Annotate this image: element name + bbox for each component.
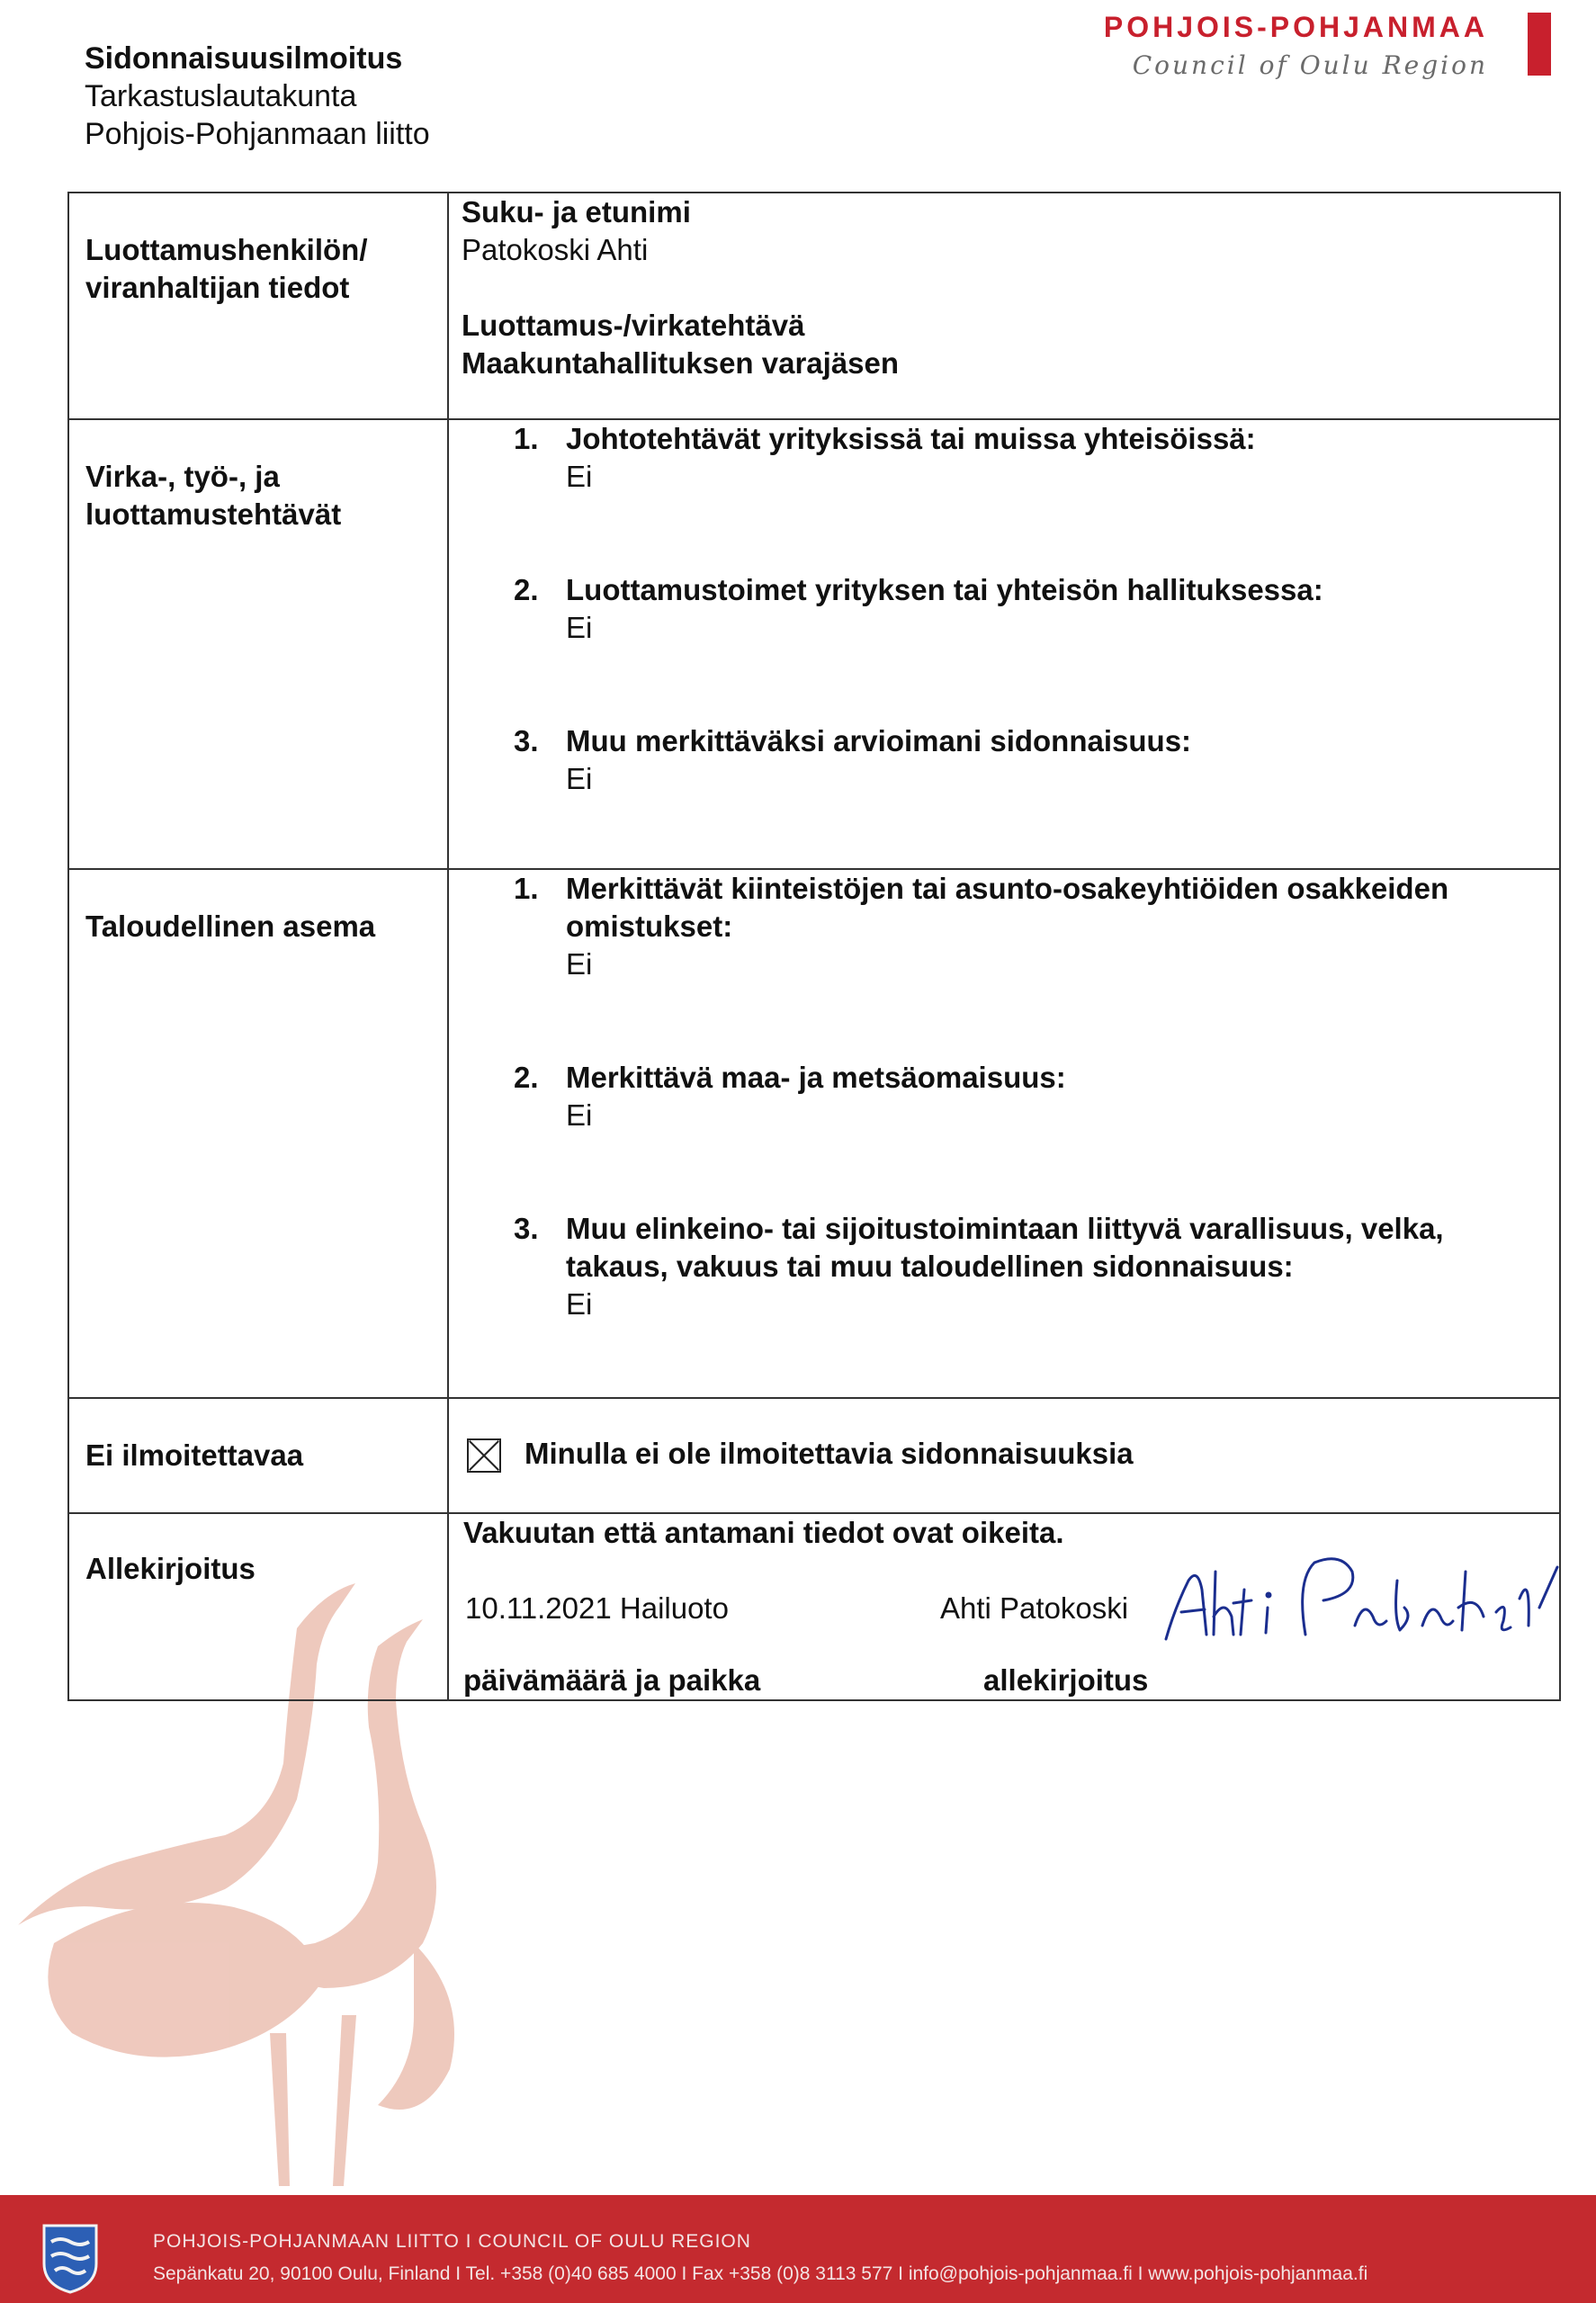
- logo-subtitle: Council of Oulu Region: [1132, 50, 1488, 80]
- question-number: 1.: [514, 422, 539, 455]
- row-label: Taloudellinen asema: [68, 869, 448, 1398]
- checkbox-label: Minulla ei ole ilmoitettavia sidonnaisuuksia: [525, 1437, 1134, 1470]
- form-row-signature: [68, 1513, 1560, 1700]
- form-row-nothing-to-declare: [68, 1398, 1560, 1513]
- answer-text: Ei: [566, 460, 593, 493]
- header-organization: Pohjois-Pohjanmaan liitto: [85, 117, 430, 151]
- signature-label: allekirjoitus: [983, 1663, 1149, 1697]
- question-number: 2.: [514, 1061, 539, 1094]
- question-item: [514, 1059, 1547, 1097]
- signer-name: Ahti Patokoski: [940, 1591, 1129, 1625]
- signature-block: [462, 1514, 1547, 1697]
- row-content: [448, 419, 1560, 869]
- question-number: 2.: [514, 573, 539, 606]
- logo-name: POHJOIS-POHJANMAA: [1103, 11, 1488, 43]
- document-title: Sidonnaisuusilmoitus: [85, 41, 403, 76]
- form-row-financial-position: [68, 869, 1560, 1398]
- role-value: Maakuntahallituksen varajäsen: [462, 346, 900, 380]
- answer-text: Ei: [566, 947, 593, 981]
- organization-logo: [1083, 11, 1551, 81]
- nothing-to-declare-checkbox[interactable]: [467, 1438, 501, 1473]
- answer-text: Ei: [566, 1287, 593, 1321]
- question-text: Merkittävät kiinteistöjen tai asunto-osakeyhtiöiden osakkeiden omistukset:: [566, 872, 1449, 943]
- answer-text: Ei: [566, 1098, 593, 1132]
- question-item: [514, 1210, 1547, 1286]
- row-content: [448, 1513, 1560, 1700]
- page-footer: [0, 2195, 1596, 2303]
- answer-text: Ei: [566, 762, 593, 795]
- date-place-label: päivämäärä ja paikka: [463, 1663, 761, 1697]
- question-item: [514, 722, 1547, 760]
- row-label: Virka-, työ-, ja luottamustehtävät: [68, 419, 448, 869]
- row-label: Ei ilmoitettavaa: [68, 1398, 448, 1513]
- question-number: 1.: [514, 872, 539, 905]
- declaration-statement: Vakuutan että antamani tiedot ovat oikeita.: [463, 1516, 1064, 1549]
- footer-contact-info: Sepänkatu 20, 90100 Oulu, Finland I Tel. +358 (0)40 685 4000 I Fax +358 (0)8 3113 577 I info@pohjois-pohjanmaa.fi I www.pohjois-pohjanmaa.fi: [153, 2263, 1368, 2284]
- question-text: Luottamustoimet yrityksen tai yhteisön hallituksessa:: [566, 573, 1323, 606]
- question-item: [514, 571, 1547, 609]
- name-value: Patokoski Ahti: [462, 233, 649, 266]
- header-committee: Tarkastuslautakunta: [85, 79, 357, 113]
- question-text: Johtotehtävät yrityksissä tai muissa yhteisöissä:: [566, 422, 1256, 455]
- question-number: 3.: [514, 724, 539, 757]
- row-label: Luottamushenkilön/ viranhaltijan tiedot: [68, 193, 448, 419]
- role-heading: Luottamus-/virkatehtävä: [462, 309, 805, 342]
- row-label: Allekirjoitus: [68, 1513, 448, 1700]
- date-place-value: 10.11.2021 Hailuoto: [465, 1591, 729, 1625]
- form-row-positions: [68, 419, 1560, 869]
- question-number: 3.: [514, 1212, 539, 1245]
- logo-red-bar: [1528, 13, 1551, 76]
- document-header: [85, 40, 430, 153]
- question-text: Muu merkittäväksi arvioimani sidonnaisuus:: [566, 724, 1192, 757]
- handwritten-signature: [1161, 1545, 1575, 1653]
- coat-of-arms-icon: [40, 2222, 100, 2294]
- row-content: [448, 193, 1560, 419]
- row-content: [448, 1398, 1560, 1513]
- answer-text: Ei: [566, 611, 593, 644]
- question-text: Muu elinkeino- tai sijoitustoimintaan liittyvä varallisuus, velka, takaus, vakuus tai muu taloudellinen sidonnaisuus:: [566, 1212, 1444, 1283]
- form-row-personal-info: [68, 193, 1560, 419]
- footer-organization: POHJOIS-POHJANMAAN LIITTO I COUNCIL OF OULU REGION: [153, 2231, 751, 2252]
- name-heading: Suku- ja etunimi: [462, 195, 691, 229]
- question-item: [514, 420, 1547, 458]
- question-text: Merkittävä maa- ja metsäomaisuus:: [566, 1061, 1066, 1094]
- question-item: [514, 870, 1547, 945]
- disclosure-form-table: [67, 192, 1561, 1701]
- row-content: [448, 869, 1560, 1398]
